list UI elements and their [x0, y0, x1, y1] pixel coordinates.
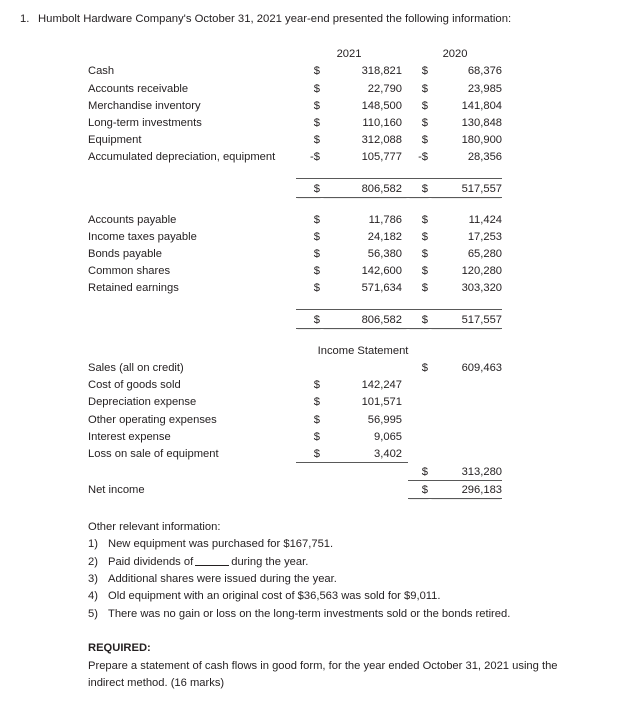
total-value-2021: 806,582 — [322, 310, 408, 328]
row-value-2021: 312,088 — [361, 134, 403, 147]
list-item-text: Old equipment with an original cost of $36,563 was sold for $9,011. — [108, 590, 441, 603]
table-row — [0, 62, 621, 79]
row-symbol-2021: $ — [313, 65, 320, 78]
pad-cell — [0, 296, 88, 310]
tail-cell — [502, 342, 621, 359]
row-value-2020: 303,320 — [461, 282, 503, 295]
tail-cell — [502, 393, 621, 410]
spacer-cell — [322, 197, 408, 211]
list-item-marker: 5) — [88, 607, 98, 620]
row-label: Interest expense — [88, 430, 171, 443]
row-label: Cost of goods sold — [88, 379, 181, 392]
other-information-section — [0, 519, 621, 623]
row-label: Accumulated depreciation, equipment — [88, 151, 276, 164]
row-value: 142,247 — [361, 379, 403, 392]
pad-cell — [0, 45, 88, 62]
tail-cell — [502, 197, 621, 211]
row-symbol-2021: -$ — [310, 151, 320, 164]
row-value-2020: 141,804 — [461, 99, 503, 112]
row-label — [88, 462, 296, 480]
pad-cell — [0, 211, 88, 228]
total-assets-row — [0, 179, 621, 197]
year-header-2020: 2020 — [442, 48, 468, 61]
row-symbol-2020: $ — [421, 213, 429, 226]
total-expenses-value: 313,280 — [430, 462, 502, 480]
pad-cell — [0, 197, 88, 211]
row-value: 3,402 — [322, 445, 408, 463]
total-expenses-row — [0, 462, 621, 480]
table-row — [0, 114, 621, 131]
tail-cell — [502, 410, 621, 427]
row-value-2021: 24,182 — [367, 230, 403, 243]
pad-cell — [0, 148, 88, 165]
tail-cell — [502, 131, 621, 148]
row-label: Accounts receivable — [88, 82, 189, 95]
spacer-cell — [430, 197, 502, 211]
pad-cell — [0, 445, 88, 463]
required-text: Prepare a statement of cash flows in good form, for the year ended October 31, 2021 using the indirect method. (16 marks) — [88, 659, 558, 690]
pad-cell — [0, 179, 88, 197]
row-label: Depreciation expense — [88, 396, 197, 409]
spacer-cell — [430, 328, 502, 342]
row-symbol-2020: $ — [421, 248, 429, 261]
net-income-symbol: $ — [408, 480, 430, 498]
pad-cell — [0, 131, 88, 148]
empty-cell — [430, 410, 502, 427]
spacer-row — [0, 328, 621, 342]
table-row — [0, 279, 621, 296]
row-symbol-2020: $ — [421, 99, 429, 112]
row-label: Income taxes payable — [88, 230, 197, 243]
total-value-2020: 517,557 — [430, 310, 502, 328]
row-label: Bonds payable — [88, 248, 163, 261]
pad-cell — [0, 114, 88, 131]
year-header-2021: 2021 — [336, 48, 362, 61]
table-row — [0, 376, 621, 393]
spacer-cell — [88, 165, 296, 179]
row-label — [88, 179, 296, 197]
spacer-cell — [296, 165, 322, 179]
row-label: Equipment — [88, 134, 142, 147]
tail-cell — [502, 328, 621, 342]
label-cell — [88, 45, 296, 62]
empty-cell — [408, 410, 430, 427]
row-symbol-2021: $ — [313, 116, 320, 129]
tail-cell — [502, 79, 621, 96]
tail-cell — [502, 359, 621, 376]
table-row — [0, 211, 621, 228]
row-symbol-2020: $ — [421, 282, 429, 295]
total-liabilities-equity-row — [0, 310, 621, 328]
sales-value: 609,463 — [461, 362, 503, 374]
empty-cell — [322, 462, 408, 480]
pad-cell — [0, 245, 88, 262]
empty-cell — [296, 359, 322, 376]
row-value-2020: 180,900 — [461, 134, 503, 147]
row-value-2021: 105,777 — [361, 151, 403, 164]
pad-cell — [0, 328, 88, 342]
sales-row — [0, 359, 621, 376]
spacer-cell — [430, 342, 502, 359]
tail-cell — [502, 45, 621, 62]
tail-cell — [502, 114, 621, 131]
other-information-heading: Other relevant information: — [88, 520, 221, 533]
total-value-2020: 517,557 — [430, 179, 502, 197]
empty-cell — [430, 428, 502, 445]
table-row — [0, 228, 621, 245]
spacer-cell — [296, 328, 322, 342]
row-value-2021: 22,790 — [367, 82, 403, 95]
row-symbol-2021: $ — [313, 82, 320, 95]
row-symbol-2020: $ — [421, 265, 429, 278]
pad-cell — [0, 79, 88, 96]
row-value-2021: 571,634 — [361, 282, 403, 295]
list-item — [88, 588, 621, 605]
row-label: Retained earnings — [88, 282, 179, 295]
list-item-marker: 4) — [88, 590, 98, 603]
row-symbol-2021: $ — [313, 248, 320, 261]
financial-statements-table — [0, 45, 621, 499]
tail-cell — [502, 148, 621, 165]
empty-cell — [430, 393, 502, 410]
empty-cell — [430, 445, 502, 463]
empty-cell — [430, 376, 502, 393]
total-symbol-2021: $ — [296, 179, 322, 197]
row-value-2020: 17,253 — [467, 230, 503, 243]
spacer-cell — [88, 197, 296, 211]
total-value-2021: 806,582 — [322, 179, 408, 197]
spacer-row — [0, 197, 621, 211]
pad-cell — [0, 462, 88, 480]
row-value-2020: 28,356 — [467, 151, 503, 164]
question-intro — [0, 0, 621, 27]
row-symbol-2020: $ — [421, 134, 429, 147]
row-symbol-2020: $ — [421, 65, 429, 78]
table-row — [0, 79, 621, 96]
pad-cell — [0, 62, 88, 79]
list-item-text: There was no gain or loss on the long-term investments sold or the bonds retired. — [108, 607, 511, 620]
income-statement-title: Income Statement — [317, 344, 409, 357]
pad-cell — [0, 262, 88, 279]
tail-cell — [502, 179, 621, 197]
pad-cell — [0, 428, 88, 445]
row-symbol-2021: $ — [313, 213, 320, 226]
table-row — [0, 428, 621, 445]
list-item-marker: 2) — [88, 555, 98, 568]
row-label: Sales (all on credit) — [88, 362, 184, 374]
row-value-2020: 68,376 — [467, 65, 503, 78]
table-row — [0, 131, 621, 148]
empty-cell — [322, 359, 408, 376]
row-value-2020: 130,848 — [461, 116, 503, 129]
pad-cell — [0, 410, 88, 427]
row-value-2021: 142,600 — [361, 265, 403, 278]
empty-cell — [296, 480, 322, 498]
row-label: Cash — [88, 65, 115, 78]
pad-cell — [0, 393, 88, 410]
row-label: Loss on sale of equipment — [88, 448, 219, 461]
total-symbol-2021: $ — [296, 310, 322, 328]
pad-cell — [0, 342, 88, 359]
row-value-2020: 65,280 — [467, 248, 503, 261]
row-value-2020: 120,280 — [461, 265, 503, 278]
row-symbol-2020: $ — [421, 82, 429, 95]
row-symbol: $ — [313, 430, 320, 443]
row-symbol-2020: $ — [421, 116, 429, 129]
tail-cell — [502, 445, 621, 463]
net-income-value: 296,183 — [430, 480, 502, 498]
label-cell — [88, 342, 296, 359]
empty-cell — [408, 393, 430, 410]
row-symbol-2021: $ — [313, 99, 320, 112]
tail-cell — [502, 211, 621, 228]
row-value-2021: 110,160 — [362, 116, 403, 129]
tail-cell — [502, 245, 621, 262]
spacer-cell — [430, 296, 502, 310]
row-symbol: $ — [313, 396, 320, 409]
list-item-text: Additional shares were issued during the year. — [108, 573, 337, 586]
spacer-cell — [408, 328, 430, 342]
total-symbol-2020: $ — [408, 179, 430, 197]
row-label: Long-term investments — [88, 116, 202, 129]
list-item-text: New equipment was purchased for $167,751. — [108, 538, 334, 551]
tail-cell — [502, 228, 621, 245]
row-symbol-2021: $ — [313, 265, 320, 278]
row-symbol-2020: -$ — [418, 151, 429, 164]
empty-cell — [296, 462, 322, 480]
total-symbol-2020: $ — [408, 310, 430, 328]
row-symbol-2021: $ — [313, 230, 320, 243]
row-symbol: $ — [313, 379, 320, 392]
question-intro-text: Humbolt Hardware Company's October 31, 2021 year-end presented the following information: — [38, 13, 512, 25]
empty-cell — [408, 445, 430, 463]
row-value-2021: 318,821 — [361, 65, 403, 78]
row-label: Accounts payable — [88, 213, 177, 226]
pad-cell — [0, 165, 88, 179]
tail-cell — [502, 97, 621, 114]
year-header-row — [0, 45, 621, 62]
list-item-text — [108, 554, 621, 571]
list-item — [88, 571, 621, 588]
table-row — [0, 393, 621, 410]
tail-cell — [502, 279, 621, 296]
row-label: Common shares — [88, 265, 171, 278]
sales-symbol: $ — [421, 362, 429, 374]
row-value: 101,571 — [361, 396, 403, 409]
total-expenses-symbol: $ — [408, 462, 430, 480]
spacer-cell — [322, 165, 408, 179]
spacer-cell — [408, 165, 430, 179]
tail-cell — [502, 165, 621, 179]
tail-cell — [502, 262, 621, 279]
table-row — [0, 148, 621, 165]
tail-cell — [502, 310, 621, 328]
list-item-marker: 1) — [88, 538, 98, 551]
spacer-cell — [296, 296, 322, 310]
list-item — [88, 606, 621, 623]
row-symbol-2021: $ — [313, 282, 320, 295]
pad-cell — [0, 279, 88, 296]
income-statement-title-row — [0, 342, 621, 359]
list-item-marker: 3) — [88, 573, 98, 586]
required-section — [0, 640, 621, 692]
dividends-blank-field[interactable] — [195, 565, 229, 566]
row-label: Net income — [88, 484, 145, 497]
spacer-cell — [408, 197, 430, 211]
table-row — [0, 97, 621, 114]
row-symbol-2021: $ — [313, 134, 320, 147]
net-income-row — [0, 480, 621, 498]
row-label — [88, 310, 296, 328]
row-value-2020: 23,985 — [467, 82, 503, 95]
spacer-cell — [430, 165, 502, 179]
table-row — [0, 245, 621, 262]
pad-cell — [0, 97, 88, 114]
table-row — [0, 445, 621, 463]
dividends-text-before: Paid dividends of — [108, 555, 194, 568]
pad-cell — [0, 310, 88, 328]
table-row — [0, 262, 621, 279]
spacer-cell — [322, 296, 408, 310]
row-value-2020: 11,424 — [468, 213, 503, 226]
spacer-cell — [88, 328, 296, 342]
row-label: Merchandise inventory — [88, 99, 201, 112]
empty-cell — [408, 428, 430, 445]
spacer-cell — [88, 296, 296, 310]
spacer-cell — [296, 197, 322, 211]
row-symbol: $ — [296, 445, 322, 463]
list-item — [88, 536, 621, 553]
empty-cell — [408, 376, 430, 393]
required-title: REQUIRED: — [88, 642, 151, 655]
table-row — [0, 410, 621, 427]
tail-cell — [502, 376, 621, 393]
question-number: 1. — [20, 13, 30, 25]
dividends-text-after: during the year. — [231, 555, 309, 568]
spacer-cell — [322, 328, 408, 342]
tail-cell — [502, 428, 621, 445]
row-value: 56,995 — [367, 413, 403, 426]
row-label: Other operating expenses — [88, 413, 217, 426]
row-value-2021: 56,380 — [367, 248, 403, 261]
spacer-row — [0, 296, 621, 310]
empty-cell — [322, 480, 408, 498]
spacer-row — [0, 165, 621, 179]
row-symbol-2020: $ — [421, 230, 429, 243]
tail-cell — [502, 296, 621, 310]
spacer-cell — [408, 296, 430, 310]
pad-cell — [0, 376, 88, 393]
pad-cell — [0, 359, 88, 376]
row-symbol: $ — [313, 413, 320, 426]
row-value-2021: 148,500 — [361, 99, 403, 112]
pad-cell — [0, 480, 88, 498]
tail-cell — [502, 462, 621, 480]
tail-cell — [502, 62, 621, 79]
list-item — [88, 554, 621, 571]
row-value-2021: 11,786 — [368, 213, 403, 226]
pad-cell — [0, 228, 88, 245]
row-value: 9,065 — [374, 430, 403, 443]
tail-cell — [502, 480, 621, 498]
